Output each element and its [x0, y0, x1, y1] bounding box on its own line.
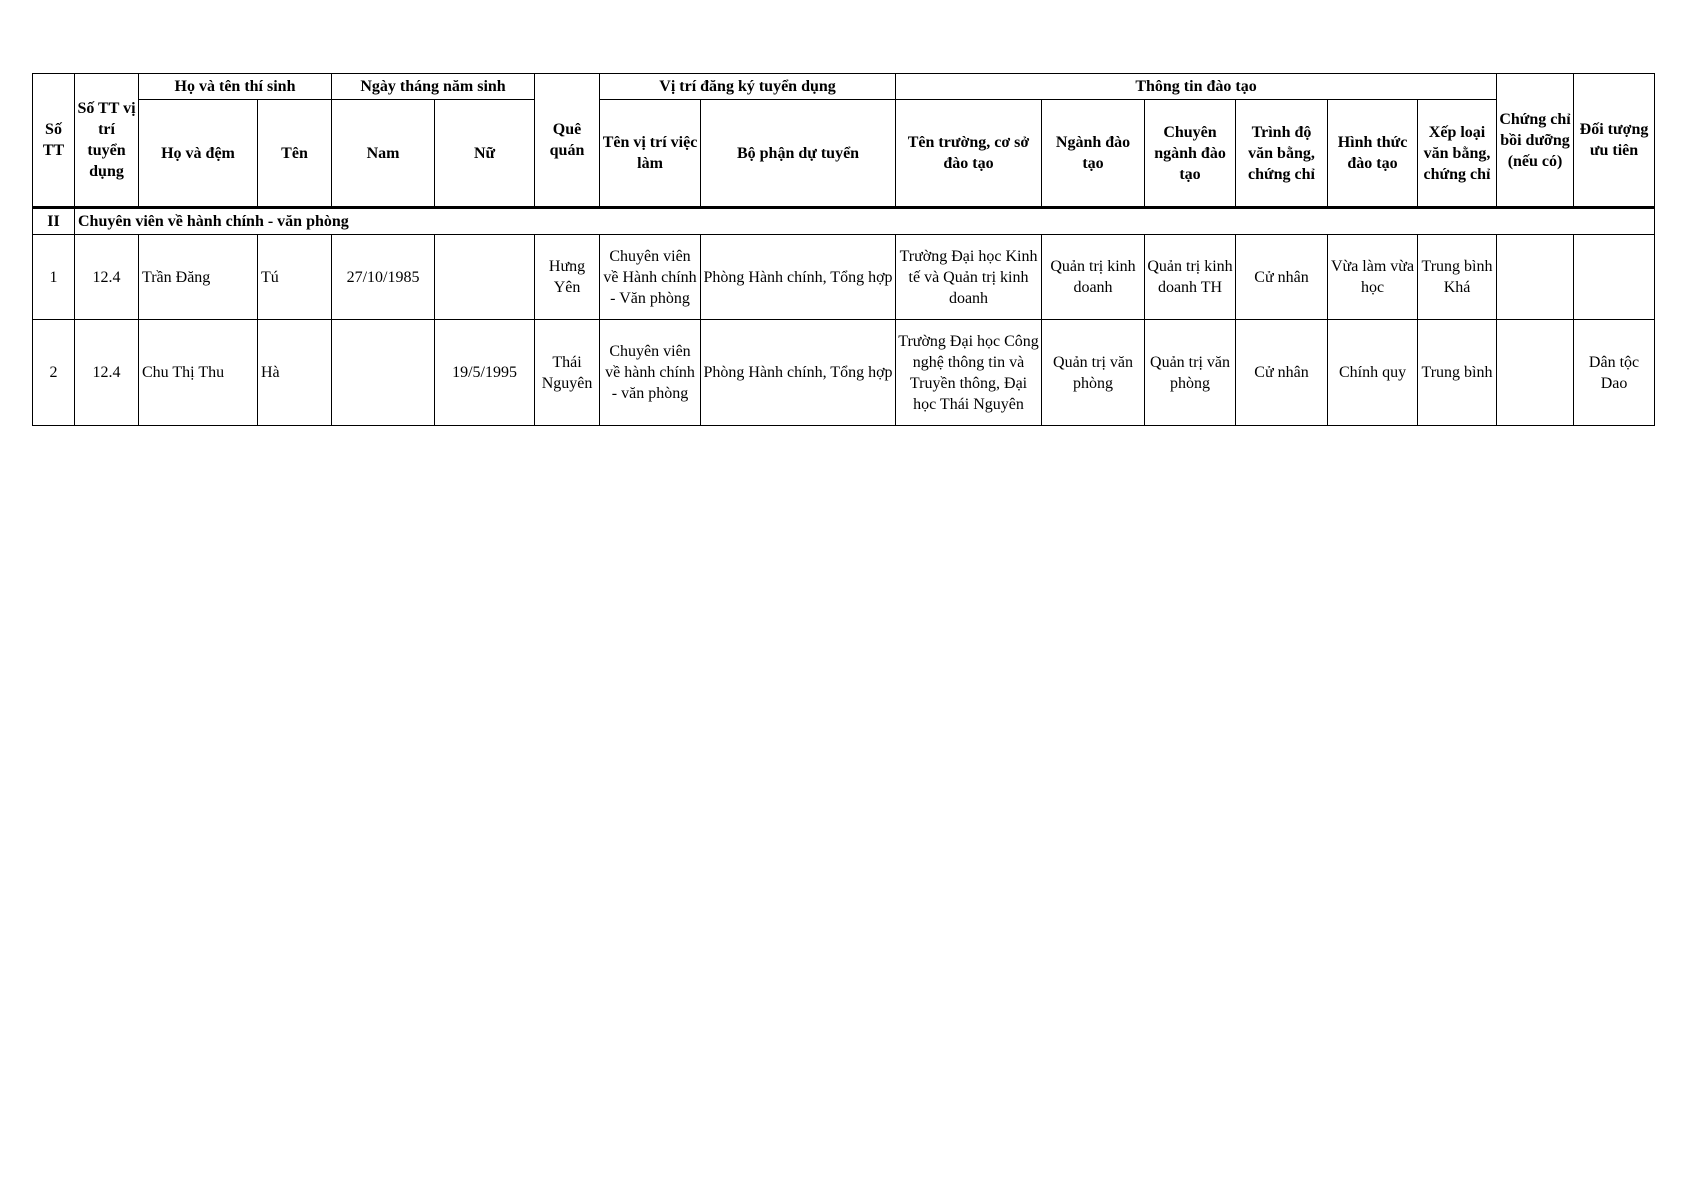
col-header-xep-loai: Xếp loại văn bằng, chứng chỉ	[1418, 100, 1497, 208]
col-header-ten: Tên	[258, 100, 332, 208]
group-header-vi-tri: Vị trí đăng ký tuyển dụng	[600, 74, 896, 100]
cell-doi-tuong: Dân tộc Dao	[1574, 320, 1655, 426]
cell-doi-tuong	[1574, 235, 1655, 320]
col-header-nam: Nam	[332, 100, 435, 208]
cell-so-tt-vi-tri: 12.4	[75, 320, 139, 426]
group-header-ngay-sinh: Ngày tháng năm sinh	[332, 74, 535, 100]
col-header-chuyen-nganh: Chuyên ngành đào tạo	[1145, 100, 1236, 208]
cell-ten-truong: Trường Đại học Công nghệ thông tin và Truyền thông, Đại học Thái Nguyên	[896, 320, 1042, 426]
cell-nganh: Quản trị văn phòng	[1042, 320, 1145, 426]
cell-stt: 2	[33, 320, 75, 426]
cell-ho-dem: Chu Thị Thu	[139, 320, 258, 426]
candidate-table	[32, 73, 1655, 426]
cell-trinh-do: Cử nhân	[1236, 320, 1328, 426]
cell-nganh: Quản trị kinh doanh	[1042, 235, 1145, 320]
col-header-chung-chi: Chứng chỉ bồi dưỡng (nếu có)	[1497, 74, 1574, 208]
col-header-que-quan: Quê quán	[535, 74, 600, 208]
cell-stt: 1	[33, 235, 75, 320]
candidate-list-sheet	[32, 73, 1655, 426]
cell-ten-vi-tri: Chuyên viên về hành chính - văn phòng	[600, 320, 701, 426]
col-header-ten-vi-tri: Tên vị trí việc làm	[600, 100, 701, 208]
cell-trinh-do: Cử nhân	[1236, 235, 1328, 320]
cell-hinh-thuc: Chính quy	[1328, 320, 1418, 426]
cell-chuyen-nganh: Quản trị văn phòng	[1145, 320, 1236, 426]
table-row	[33, 320, 1655, 426]
cell-bo-phan: Phòng Hành chính, Tổng hợp	[701, 320, 896, 426]
table-row	[33, 235, 1655, 320]
cell-xep-loai: Trung bình	[1418, 320, 1497, 426]
col-header-doi-tuong: Đối tượng ưu tiên	[1574, 74, 1655, 208]
cell-que-quan: Thái Nguyên	[535, 320, 600, 426]
col-header-trinh-do: Trình độ văn bằng, chứng chỉ	[1236, 100, 1328, 208]
group-header-ho-ten: Họ và tên thí sinh	[139, 74, 332, 100]
cell-so-tt-vi-tri: 12.4	[75, 235, 139, 320]
col-header-so-tt: Số TT	[33, 74, 75, 208]
section-number: II	[33, 208, 75, 235]
cell-ten-vi-tri: Chuyên viên về Hành chính - Văn phòng	[600, 235, 701, 320]
cell-chung-chi	[1497, 235, 1574, 320]
col-header-bo-phan: Bộ phận dự tuyển	[701, 100, 896, 208]
cell-nam: 27/10/1985	[332, 235, 435, 320]
col-header-ho-dem: Họ và đệm	[139, 100, 258, 208]
table-header	[33, 74, 1655, 208]
cell-nam	[332, 320, 435, 426]
col-header-ten-truong: Tên trường, cơ sở đào tạo	[896, 100, 1042, 208]
col-header-hinh-thuc: Hình thức đào tạo	[1328, 100, 1418, 208]
group-header-dao-tao: Thông tin đào tạo	[896, 74, 1497, 100]
cell-ho-dem: Trần Đăng	[139, 235, 258, 320]
cell-chung-chi	[1497, 320, 1574, 426]
cell-xep-loai: Trung bình Khá	[1418, 235, 1497, 320]
cell-ten: Hà	[258, 320, 332, 426]
section-title: Chuyên viên về hành chính - văn phòng	[75, 208, 1655, 235]
cell-ten: Tú	[258, 235, 332, 320]
cell-que-quan: Hưng Yên	[535, 235, 600, 320]
cell-ten-truong: Trường Đại học Kinh tế và Quản trị kinh doanh	[896, 235, 1042, 320]
col-header-nganh: Ngành đào tạo	[1042, 100, 1145, 208]
col-header-so-tt-vi-tri: Số TT vị trí tuyển dụng	[75, 74, 139, 208]
section-row	[33, 208, 1655, 235]
cell-chuyen-nganh: Quản trị kinh doanh TH	[1145, 235, 1236, 320]
cell-hinh-thuc: Vừa làm vừa học	[1328, 235, 1418, 320]
table-body	[33, 208, 1655, 426]
cell-nu: 19/5/1995	[435, 320, 535, 426]
cell-nu	[435, 235, 535, 320]
col-header-nu: Nữ	[435, 100, 535, 208]
cell-bo-phan: Phòng Hành chính, Tổng hợp	[701, 235, 896, 320]
